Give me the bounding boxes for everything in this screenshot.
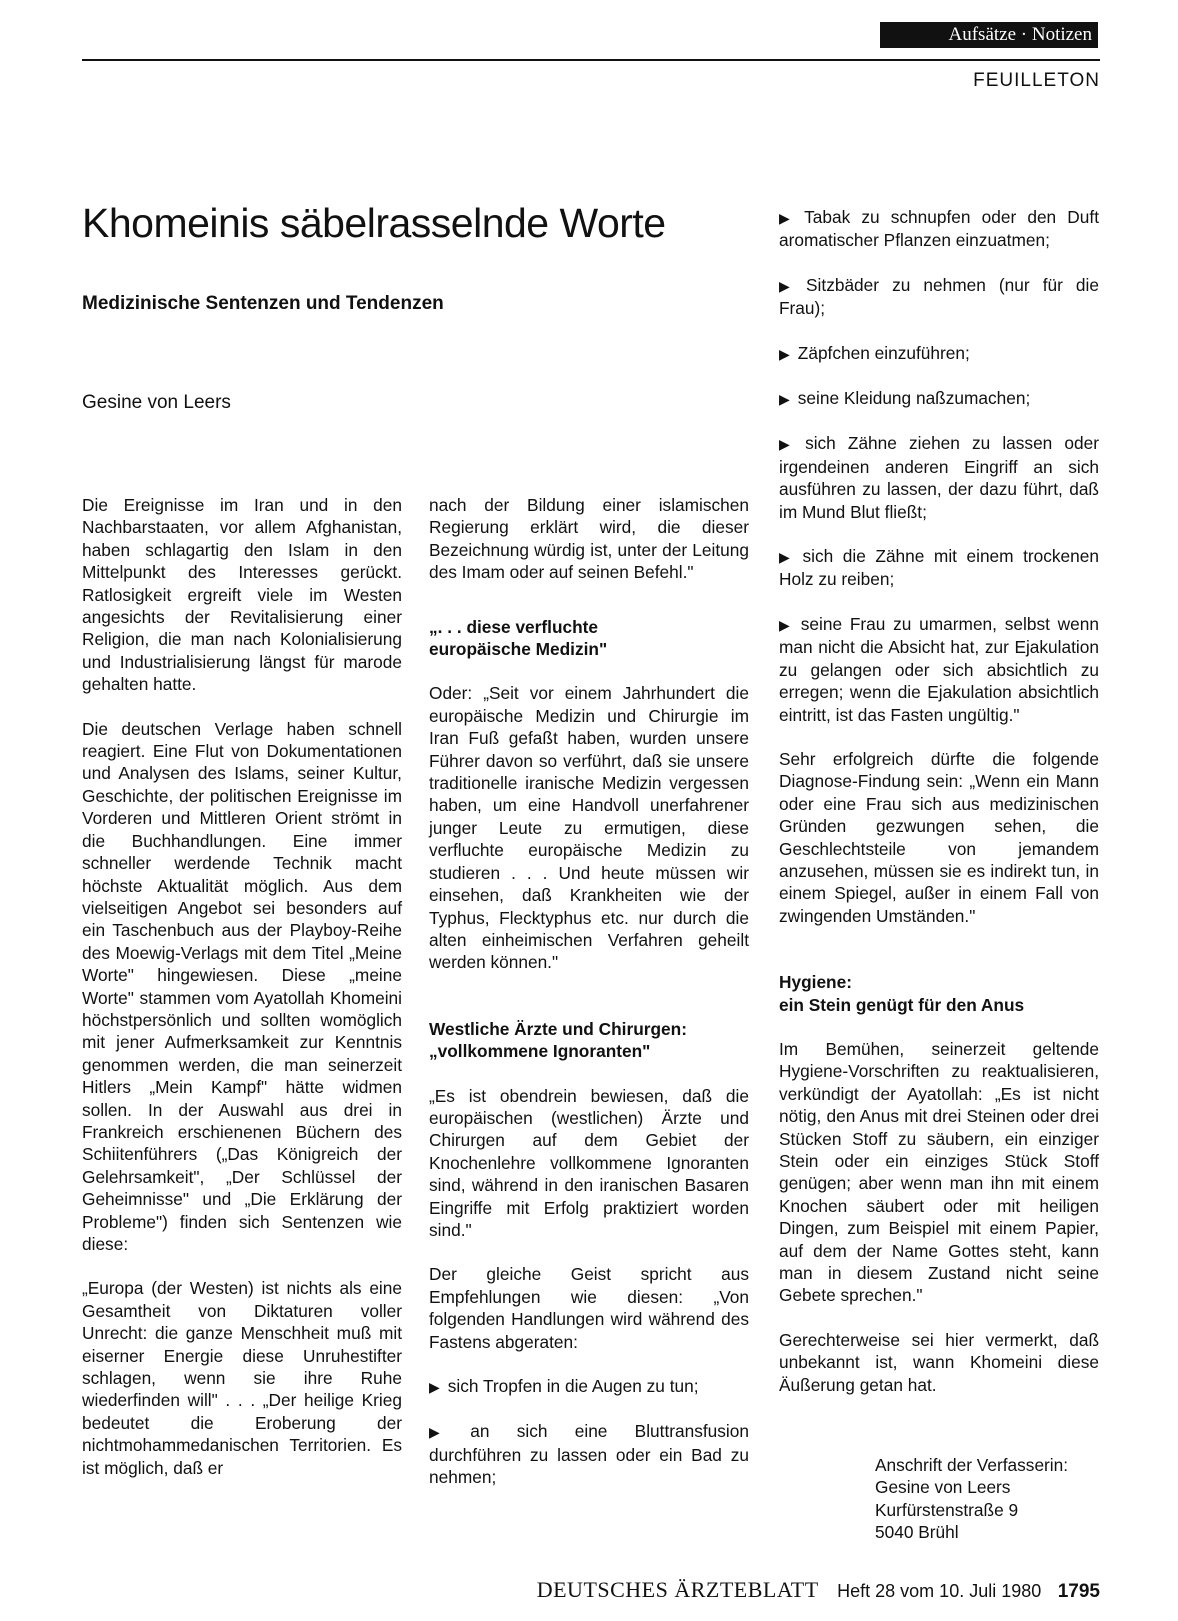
bullet-text: Zäpfchen einzuführen; xyxy=(797,342,970,363)
journal-name: DEUTSCHES ÄRZTEBLATT xyxy=(536,1577,819,1602)
column-3 xyxy=(779,206,1099,1396)
subheading-line: Westliche Ärzte und Chirurgen: xyxy=(429,1018,687,1039)
address-line: Anschrift der Verfasserin: xyxy=(875,1455,1069,1475)
triangle-right-icon: ▶ xyxy=(429,1379,440,1395)
triangle-right-icon: ▶ xyxy=(779,436,798,453)
bullet-text: sich Zähne ziehen zu lassen oder irgendeinen anderen Eingriff an sich ausführen zu lassen, der dazu führt, daß im Mund Blut fließt; xyxy=(779,433,1099,522)
triangle-right-icon: ▶ xyxy=(779,210,797,226)
bullet-text: Tabak zu schnupfen oder den Duft aromatischer Pflanzen einzuatmen; xyxy=(779,207,1099,251)
bullet-text: an sich eine Bluttransfusion durchführen zu lassen oder ein Bad zu nehmen; xyxy=(429,1421,749,1488)
address-line: Kurfürstenstraße 9 xyxy=(875,1499,1019,1520)
bullet-item xyxy=(779,342,1099,365)
subheading xyxy=(779,971,1099,1016)
subheading-line: „vollkommene Ignoranten" xyxy=(429,1041,651,1062)
column-1 xyxy=(82,494,402,1479)
triangle-right-icon: ▶ xyxy=(779,391,790,408)
page-number: 1795 xyxy=(1057,1581,1100,1602)
article-author: Gesine von Leers xyxy=(82,392,231,413)
subheading-line: europäische Medizin" xyxy=(429,639,608,660)
author-address xyxy=(875,1454,1068,1544)
paragraph: Die Ereignisse im Iran und in den Nachbarstaaten, vor allem Afghanistan, haben schlagartig den Islam in den Mittelpunkt des Interesses gerückt. Ratlosigkeit ergreift viele im Westen angesichts der Revitalisierung einer Religion, die man nach Kolonialisierung und Industrialisierung längst für marode gehalten hatte. xyxy=(82,495,402,695)
bullet-text: seine Kleidung naßzumachen; xyxy=(797,388,1031,409)
paragraph: Im Bemühen, seinerzeit geltende Hygiene-Vorschriften zu reaktualisieren, verkündigt der Ayatollah: „Es ist nicht nötig, den Anus mit drei Steinen oder drei Stücken Stoff zu säubern, ein einziger Stein oder ein einziges Stück Stoff genügen; aber wenn man ihn mit einem Knochen säubert oder mit heiligen Dingen, zum Beispiel mit einem Papier, auf dem der Name Gottes steht, kann man in diesem Zustand nicht seine Gebete sprechen." xyxy=(779,1038,1099,1306)
subheading-line: ein Stein genügt für den Anus xyxy=(779,994,1025,1015)
paragraph: Oder: „Seit vor einem Jahrhundert die europäische Medizin und Chirurgie im Iran Fuß gefaßt haben, wurden unsere Führer davon so verführt, daß sie unsere traditionelle iranische Medizin vergessen haben, um eine Handvoll unerfahrener junger Leute zu ermutigen, diese verfluchte europäische Medizin zu studieren . . . Und heute müssen wir einsehen, daß Krankheiten wie der Typhus, Flecktyphus etc. nur durch die alten einheimischen Verfahren geheilt werden können." xyxy=(429,683,749,973)
section-badge: Aufsätze · Notizen xyxy=(880,22,1098,48)
article-title: Khomeinis säbelrasselnde Worte xyxy=(82,200,666,246)
paragraph: nach der Bildung einer islamischen Regierung erklärt wird, die dieser Bezeichnung würdig ist, unter der Leitung des Imam oder auf seinen Befehl." xyxy=(429,495,749,583)
bullet-item xyxy=(779,545,1099,591)
paragraph: „Es ist obendrein bewiesen, daß die europäischen (westlichen) Ärzte und Chirurgen auf dem Gebiet der Knochenlehre vollkommene Ignoranten sind, während in den iranischen Basaren Eingriffe mit Erfolg praktiziert worden sind." xyxy=(429,1085,749,1240)
bullet-item xyxy=(429,1420,749,1488)
subheading-line: Hygiene: xyxy=(779,972,852,993)
bullet-item xyxy=(779,274,1099,320)
triangle-right-icon: ▶ xyxy=(779,345,790,362)
triangle-right-icon: ▶ xyxy=(779,277,799,294)
paragraph: Die deutschen Verlage haben schnell reagiert. Eine Flut von Dokumentationen und Analysen des Islams, seiner Kultur, Geschichte, der politischen Ereignisse im Vorderen und Mittleren Orient strömt in die Buchhandlungen. Eine immer schneller werdende Technik macht höchste Aktualität möglich. Aus dem vielseitigen Angebot sei besonders auf ein Taschenbuch aus der Playboy-Reihe des Moewig-Verlags mit dem Titel „Meine Worte" hingewiesen. Diese „meine Worte" stammen vom Ayatollah Khomeini höchstpersönlich und sollten womöglich mit jener Aufmerksamkeit zur Kenntnis genommen werden, die man seinerzeit Hitlers „Mein Kampf" hätte widmen sollen. In der Auswahl aus drei in Frankreich erschienenen Büchern des Schiitenführers („Das Königreich der Gelehrsamkeit", „Der Schlüssel der Geheimnisse" und „Die Erklärung der Probleme") finden sich Sentenzen wie diese: xyxy=(82,718,402,1254)
address-line: 5040 Brühl xyxy=(875,1522,959,1543)
bullet-item xyxy=(779,613,1099,726)
article-subtitle: Medizinische Sentenzen und Tendenzen xyxy=(82,293,444,314)
bullet-text: Sitzbäder zu nehmen (nur für die Frau); xyxy=(779,274,1099,319)
page-footer xyxy=(537,1577,1100,1603)
bullet-item xyxy=(779,206,1099,252)
issue-info: Heft 28 vom 10. Juli 1980 xyxy=(837,1581,1042,1601)
column-2 xyxy=(429,494,749,1489)
bullet-text: sich die Zähne mit einem trockenen Holz zu reiben; xyxy=(779,546,1099,590)
bullet-item xyxy=(779,432,1099,523)
triangle-right-icon: ▶ xyxy=(429,1424,463,1441)
bullet-text: sich Tropfen in die Augen zu tun; xyxy=(447,1376,699,1396)
triangle-right-icon: ▶ xyxy=(779,549,795,566)
paragraph: Sehr erfolgreich dürfte die folgende Diagnose-Findung sein: „Wenn ein Mann oder eine Frau sich aus medizinischen Gründen gezwungen sehen, die Geschlechtsteile von jemandem anzusehen, müssen sie es indirekt tun, in einem Spiegel, außer in einem Fall von zwingenden Umständen." xyxy=(779,748,1099,926)
subheading-line: „. . . diese verfluchte xyxy=(429,616,599,637)
paragraph: Der gleiche Geist spricht aus Empfehlungen wie diesen: „Von folgenden Handlungen wird während des Fastens abgeraten: xyxy=(429,1264,749,1352)
bullet-item xyxy=(779,387,1099,410)
triangle-right-icon: ▶ xyxy=(779,616,793,633)
paragraph: Gerechterweise sei hier vermerkt, daß unbekannt ist, wann Khomeini diese Äußerung getan hat. xyxy=(779,1329,1099,1395)
address-line: Gesine von Leers xyxy=(875,1477,1011,1498)
header-rule xyxy=(82,59,1100,61)
subheading xyxy=(429,1018,749,1063)
bullet-item xyxy=(429,1375,749,1398)
section-label: FEUILLETON xyxy=(973,70,1100,91)
subheading xyxy=(429,616,749,661)
bullet-text: seine Frau zu umarmen, selbst wenn man nicht die Absicht hat, zur Ejakulation zu gelangen oder sich absichtlich zu erregen; wenn die Ejakulation absichtlich eintritt, ist das Fasten ungültig." xyxy=(779,613,1099,725)
paragraph: „Europa (der Westen) ist nichts als eine Gesamtheit von Diktaturen voller Unrecht: die ganze Menschheit muß mit eiserner Energie diese Unruhestifter schlagen, wenn sie ihre Ruhe wiederfinden will" . . . „Der heilige Krieg bedeutet die Eroberung der nichtmohammedanischen Territorien. Es ist möglich, daß er xyxy=(82,1278,402,1478)
